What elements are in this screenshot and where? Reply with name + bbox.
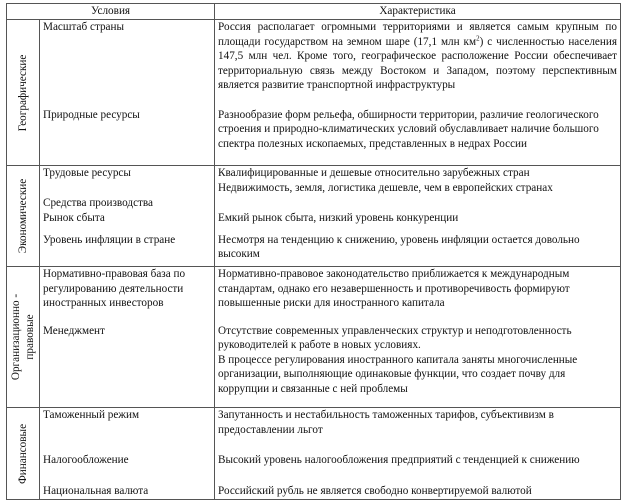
group-label-financial <box>7 408 40 500</box>
group-geographic <box>7 20 621 108</box>
group-label-economic <box>7 166 40 267</box>
characteristic-cell <box>215 478 621 500</box>
condition-cell <box>40 211 215 233</box>
group-label-organizational-legal-text <box>9 294 37 380</box>
header-row <box>7 4 621 20</box>
condition-label: Менеджмент <box>43 324 105 337</box>
group-label-geographic <box>7 20 40 166</box>
condition-cell <box>40 108 215 166</box>
superscript: 2 <box>476 33 480 42</box>
characteristic-text: Квалифицированные и дешевые относительно зарубежных стран <box>218 167 530 179</box>
condition-label: Масштаб страны <box>43 21 125 33</box>
group-label-economic-text: Экономические <box>17 178 29 254</box>
condition-label: Природные ресурсы <box>43 108 140 121</box>
condition-cell <box>40 324 215 408</box>
condition-label: Трудовые ресурсы <box>43 167 131 179</box>
characteristic-text: Российский рубль не является свободно конвертируемой валютой <box>218 485 532 498</box>
characteristic-text: Разнообразие форм рельефа, обширности территории, различие геологического строения и природно-климатических условий обуславливает наличие большого спектра полезных ископаемых, представленных в недрах России <box>218 108 599 150</box>
characteristic-text: Россия располагает огромными территориями и является самым крупным по площади государством на земном шаре (17,1 млн км <box>218 21 618 48</box>
condition-label: Нормативно-правовая база по регулированию деятельности иностранных инвесторов <box>43 268 186 310</box>
condition-cell <box>40 444 215 478</box>
characteristic-cell <box>215 444 621 478</box>
characteristic-text: Несмотря на тенденцию к снижению, уровень инфляции остается довольно высоким <box>218 233 580 261</box>
characteristic-cell <box>215 408 621 444</box>
condition-label: Рынок сбыта <box>43 211 105 224</box>
condition-cell <box>40 478 215 500</box>
condition-label: Уровень инфляции в стране <box>43 233 176 246</box>
header-characteristic: Характеристика <box>215 4 621 20</box>
characteristic-cell <box>215 267 621 324</box>
condition-cell <box>40 408 215 444</box>
characteristic-text: Запутанность и нестабильность таможенных тарифов, субъективизм в предоставлении льгот <box>218 409 554 436</box>
characteristic-text: В процессе регулирования иностранного капитала заняты многочисленные организации, выполняющие одинаковые функции, что создает почву для коррупции и связанные с ней проблемы <box>218 353 578 395</box>
group-label-line: Организационно - <box>10 293 22 381</box>
characteristic-text: Высокий уровень налогообложения предприятий с тенденцией к снижению <box>218 454 580 467</box>
group-label-financial-text: Финансовые <box>17 423 29 484</box>
condition-cell <box>40 196 215 211</box>
characteristic-text: Недвижимость, земля, логистика дешевле, чем в европейских странах <box>218 181 553 194</box>
characteristic-text: Емкий рынок сбыта, низкий уровень конкуренции <box>218 211 459 224</box>
characteristic-cell <box>215 196 621 211</box>
characteristic-cell <box>215 324 621 408</box>
condition-cell <box>40 267 215 324</box>
conditions-table <box>6 3 621 500</box>
characteristic-cell <box>215 20 621 108</box>
characteristic-cell <box>215 166 621 196</box>
condition-label: Таможенный режим <box>43 409 140 421</box>
condition-cell <box>40 233 215 267</box>
condition-label: Национальная валюта <box>43 485 149 498</box>
group-label-organizational-legal <box>7 267 40 408</box>
characteristic-text: Нормативно-правовое законодательство приближается к международным стандартам, однако его незавершенность и противоречивость формируют повышенные риски для иностранного капитала <box>218 268 570 310</box>
group-label-geographic-text: Географические <box>17 54 29 131</box>
condition-label: Налогообложение <box>43 454 129 467</box>
condition-cell <box>40 166 215 196</box>
characteristic-cell <box>215 211 621 233</box>
group-label-line: правовые <box>24 314 36 360</box>
header-conditions: Условия <box>7 4 215 20</box>
characteristic-cell <box>215 233 621 267</box>
condition-label: Средства производства <box>43 196 154 209</box>
characteristic-text: Отсутствие современных управленческих структур и неподготовленность руководителей к работе в новых условиях. <box>218 324 572 352</box>
characteristic-text-continued: ) с численностью населения 147,5 млн чел. Кроме того, географическое расположение России обеспечивает территориальную связь между Востоком и Западом, поэтому перспективным является развитие транспортной инфраструктуры <box>218 35 618 92</box>
condition-cell <box>40 20 215 108</box>
characteristic-cell <box>215 108 621 166</box>
